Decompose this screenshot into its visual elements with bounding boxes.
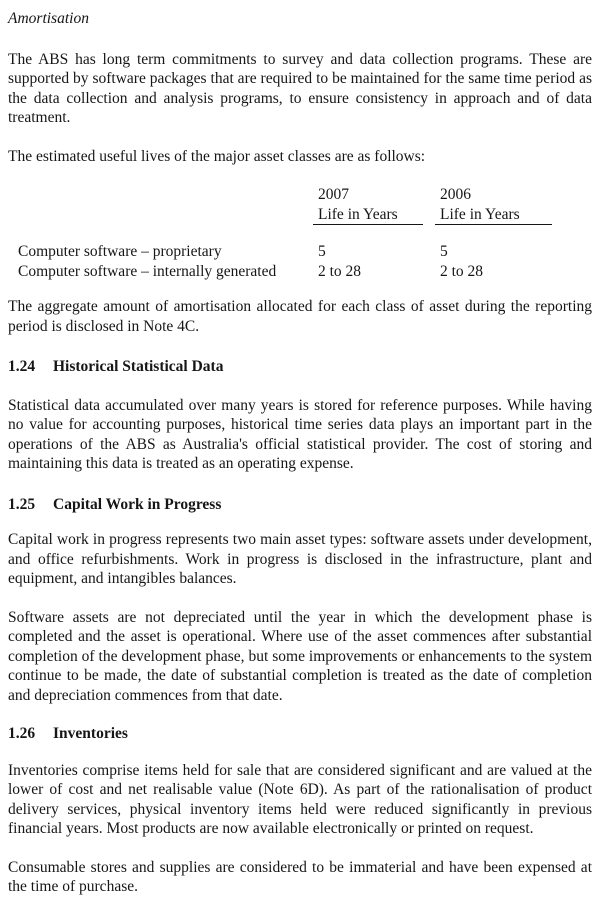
section-1-24-paragraph-1: Statistical data accumulated over many years is stored for reference purposes. While having no value for accounting purposes, historical time series data plays an important part in the operations of the ABS as Australia's official statistical provider. The cost of storing and maintaining this data is treated as an operating expense. xyxy=(8,396,592,472)
useful-lives-col-2007 xyxy=(313,185,435,225)
useful-lives-table xyxy=(18,185,592,281)
section-heading-1-25 xyxy=(8,495,592,515)
section-1-26-paragraph-1: Inventories comprise items held for sale that are considered significant and are valued at the lower of cost and net realisable value (Note 6D). As part of the rationalisation of product delivery services, physical inventory items held were reduced significantly in previous financial years. Most products are now available electronically or printed on request. xyxy=(8,761,592,837)
section-1-26-paragraph-2: Consumable stores and supplies are considered to be immaterial and have been expensed at the time of purchase. xyxy=(8,858,592,895)
section-heading-1-24 xyxy=(8,357,592,377)
useful-lives-table-header-row xyxy=(18,185,592,225)
section-title-1-26: Inventories xyxy=(53,725,128,742)
useful-lives-intro-paragraph: The estimated useful lives of the major asset classes are as follows: xyxy=(8,147,426,165)
section-1-25-paragraph-1: Capital work in progress represents two main asset types: software assets under development, and office refurbishments. Work in progress is disclosed in the infrastructure, plant and equipment, and intangibles balances. xyxy=(8,531,592,587)
amortisation-paragraph-1: The ABS has long term commitments to survey and data collection programs. These are supported by software packages that are required to be maintained for the same time period as the data collection and analysis programs, to ensure consistency in approach and of data treatment. xyxy=(8,50,592,126)
col-2007-label: Life in Years xyxy=(318,205,398,223)
col-2006-label: Life in Years xyxy=(440,205,520,223)
row-proprietary-2006: 5 xyxy=(440,243,448,260)
aggregate-amortisation-paragraph: The aggregate amount of amortisation allocated for each class of asset during the reporting period is disclosed in Note 4C. xyxy=(8,298,592,335)
table-row-internally-generated xyxy=(18,262,592,282)
section-title-1-25: Capital Work in Progress xyxy=(53,495,222,513)
section-number-1-26: 1.26 xyxy=(8,725,36,742)
section-number-1-25: 1.25 xyxy=(8,495,36,513)
col-2007-year: 2007 xyxy=(318,186,349,203)
amortisation-heading: Amortisation xyxy=(8,10,89,27)
section-number-1-24: 1.24 xyxy=(8,358,36,375)
col-2006-year: 2006 xyxy=(440,186,471,203)
table-row-proprietary xyxy=(18,242,592,262)
row-internal-2007: 2 to 28 xyxy=(318,262,362,280)
row-proprietary-2007: 5 xyxy=(318,243,326,260)
useful-lives-table-body xyxy=(18,242,592,281)
section-1-25-paragraph-2: Software assets are not depreciated until the year in which the development phase is completed and the asset is operational. Where use of the asset commences after substantial completion of the development phase, but some improvements or enhancements to the system continue to be made, the date of substantial completion is treated as the date of completion and depreciation commences from that date. xyxy=(8,608,592,704)
section-heading-1-26 xyxy=(8,724,592,744)
useful-lives-col-2006 xyxy=(435,185,592,225)
useful-lives-header-spacer xyxy=(18,185,313,225)
section-title-1-24: Historical Statistical Data xyxy=(53,358,224,375)
row-internal-2006: 2 to 28 xyxy=(440,262,484,280)
row-proprietary-label: Computer software – proprietary xyxy=(18,243,222,260)
row-internal-label: Computer software – internally generated xyxy=(18,262,277,280)
